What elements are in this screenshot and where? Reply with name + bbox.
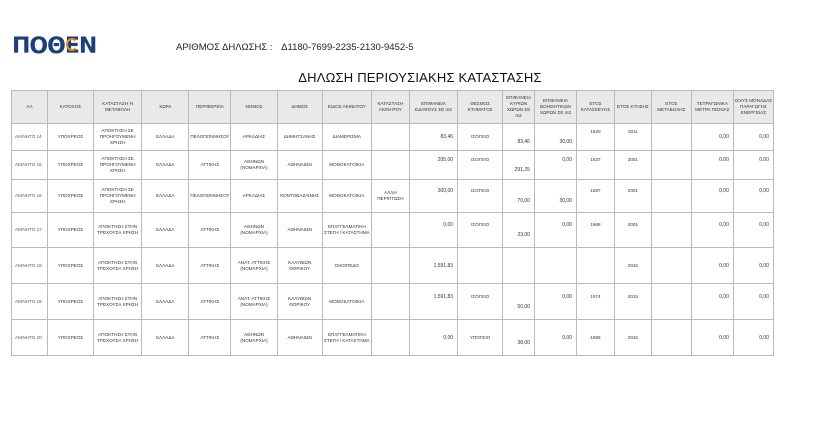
cell-main-area	[503, 124, 535, 151]
cell-change-year	[651, 284, 691, 320]
cell-floor: ΥΠΟΓΕΙΟ	[458, 320, 503, 356]
cell-property-status	[371, 284, 409, 320]
cell-municipality: ΚΑΛΥΒΙΩΝ ΘΟΡΙΚΟΥ	[277, 248, 322, 284]
cell-land-area	[409, 284, 457, 320]
cell-change-year	[651, 124, 691, 151]
cell-aux-area	[534, 151, 576, 180]
cell-aux-area	[534, 180, 576, 213]
cell-pool-area: 0,00	[691, 248, 733, 284]
cell-pool-area: 0,00	[691, 124, 733, 151]
declaration-number	[176, 42, 414, 53]
cell-id: ΑΚΙΝΗΤΟ 15	[12, 151, 48, 180]
column-header: ΝΟΜΟΣ	[231, 91, 277, 124]
cell-status-change: ΑΠΟΚΤΗΣΗ ΣΕ ΠΡΟΗΓΟΥΜΕΝΗ ΧΡΗΣΗ	[94, 124, 142, 151]
cell-pool-area	[691, 213, 733, 248]
column-header: ΚΑΤΑΣΤΑΣΗ Ή ΜΕΤΑΒΟΛΗ	[94, 91, 142, 124]
declaration-number-label: ΑΡΙΘΜΟΣ ΔΗΛΩΣΗΣ :	[176, 42, 273, 53]
cell-id: ΑΚΙΝΗΤΟ 14	[12, 124, 48, 151]
cell-floor	[458, 180, 503, 213]
cell-region: ΠΕΛΟΠΟΝΝΗΣΟΥ	[189, 124, 231, 151]
cell-region: ΑΤΤΙΚΗΣ	[189, 151, 231, 180]
cell-land-area-value: 1.591,83	[433, 293, 454, 300]
cell-aux-area-value: 0,00	[562, 293, 572, 300]
cell-change-year	[651, 180, 691, 213]
cell-land-area-value: 0,00	[443, 222, 454, 228]
cell-pool-area	[691, 180, 733, 213]
cell-id: ΑΚΙΝΗΤΟ 20	[12, 320, 48, 356]
cell-municipality: ΚΟΝΤΟΒΑΖΑΙΝΗΣ	[277, 180, 322, 213]
cell-status-change: ΑΠΟΚΤΗΣΗ ΣΕ ΠΡΟΗΓΟΥΜΕΝΗ ΧΡΗΣΗ	[94, 180, 142, 213]
cell-municipality: ΑΘΗΝΑΙΩΝ	[277, 320, 322, 356]
cell-id: ΑΚΙΝΗΤΟ 18	[12, 248, 48, 284]
cell-acquisition-year	[614, 151, 651, 180]
cell-pool-area-value: 0,00	[719, 293, 729, 300]
cell-land-area	[409, 151, 457, 180]
cell-energy-power-value: 0,00	[759, 293, 769, 300]
cell-property-type: ΜΟΝΟΚΑΤΟΙΚΙΑ	[322, 284, 371, 320]
cell-region: ΑΤΤΙΚΗΣ	[189, 284, 231, 320]
column-header: ΠΕΡΙΦΕΡΕΙΑ	[189, 91, 231, 124]
cell-change-year	[651, 248, 691, 284]
cell-owner: ΥΠΟΧΡΕΟΣ	[47, 151, 93, 180]
cell-owner: ΥΠΟΧΡΕΟΣ	[47, 248, 93, 284]
cell-acquisition-year-value: 2001	[627, 157, 638, 162]
cell-prefecture: ΑΝΑΤ. ΑΤΤΙΚΗΣ (ΝΟΜΑΡΧΙΑ)	[231, 284, 277, 320]
assets-table	[11, 90, 774, 356]
column-header: ΕΤΟΣ ΚΑΤΑΣΚΕΥΗΣ	[577, 91, 615, 124]
cell-aux-area-value: 30,00	[559, 198, 572, 204]
cell-energy-power-value: 0,00	[759, 157, 769, 163]
cell-property-type: ΕΠΑΓΓΕΛΜΑΤΙΚΗ ΣΤΕΓΗ / ΚΑΤΑΣΤΗΜΑ	[322, 320, 371, 356]
column-header: ΙΣΧΥΣ ΜΟΝΑΔΑΣ ΠΑΡΑΓΩΓΗΣ ΕΝΕΡΓΕΙΑΣ	[733, 91, 773, 124]
cell-construction-year-value: 1937	[590, 157, 601, 162]
cell-property-status: ΑΛΛΗ ΠΕΡΙΠΤΩΣΗ	[371, 180, 409, 213]
column-header: ΕΙΔΟΣ ΑΚΙΝΗΤΟΥ	[322, 91, 371, 124]
cell-floor	[458, 151, 503, 180]
cell-prefecture: ΑΘΗΝΩΝ (ΝΟΜΑΡΧΙΑ)	[231, 213, 277, 248]
cell-pool-area-value: 0,00	[719, 188, 729, 194]
cell-change-year	[651, 320, 691, 356]
cell-acquisition-year: 2015	[614, 320, 651, 356]
cell-construction-year-value: 1897	[590, 188, 601, 193]
cell-main-area	[503, 320, 535, 356]
column-header: ΑΑ	[12, 91, 48, 124]
cell-municipality: ΑΘΗΝΑΙΩΝ	[277, 213, 322, 248]
cell-property-type: ΜΟΝΟΚΑΤΟΙΚΙΑ	[322, 151, 371, 180]
table-row	[12, 248, 774, 284]
cell-aux-area	[534, 213, 576, 248]
cell-pool-area: 0,00	[691, 320, 733, 356]
cell-status-change: ΑΠΟΚΤΗΣΗ ΣΤΗΝ ΤΡΕΧΟΥΣΑ ΧΡΗΣΗ	[94, 248, 142, 284]
cell-aux-area-value: 0,00	[562, 157, 572, 163]
column-header: ΤΕΤΡΑΓΩΝΙΚΑ ΜΕΤΡΑ ΠΙΣΙΝΑΣ	[691, 91, 733, 124]
cell-construction-year	[577, 284, 615, 320]
cell-country: ΕΛΛΑΔΑ	[142, 151, 189, 180]
table-row	[12, 124, 774, 151]
cell-construction-year	[577, 248, 615, 284]
cell-construction-year: 1968	[577, 320, 615, 356]
cell-main-area-value: 23,00	[517, 232, 530, 238]
cell-construction-year	[577, 124, 615, 151]
cell-main-area-value: 83,46	[517, 139, 530, 145]
cell-property-status	[371, 248, 409, 284]
cell-property-type: ΔΙΑΜΕΡΙΣΜΑ	[322, 124, 371, 151]
cell-acquisition-year-value: 2015	[627, 293, 638, 299]
cell-prefecture: ΑΡΚΑΔΙΑΣ	[231, 124, 277, 151]
cell-land-area: 0,00	[409, 320, 457, 356]
cell-aux-area	[534, 284, 576, 320]
cell-energy-power	[733, 284, 773, 320]
cell-acquisition-year	[614, 180, 651, 213]
cell-pool-area-value: 0,00	[719, 222, 729, 228]
cell-prefecture: ΑΘΗΝΩΝ (ΝΟΜΑΡΧΙΑ)	[231, 151, 277, 180]
cell-owner: ΥΠΟΧΡΕΟΣ	[47, 213, 93, 248]
cell-land-area	[409, 180, 457, 213]
cell-region: ΑΤΤΙΚΗΣ	[189, 320, 231, 356]
cell-country: ΕΛΛΑΔΑ	[142, 180, 189, 213]
cell-id: ΑΚΙΝΗΤΟ 19	[12, 284, 48, 320]
column-header: ΕΤΟΣ ΚΤΗΣΗΣ	[614, 91, 651, 124]
cell-land-area	[409, 213, 457, 248]
cell-aux-area: 0,00	[534, 320, 576, 356]
cell-status-change: ΑΠΟΚΤΗΣΗ ΣΤΗΝ ΤΡΕΧΟΥΣΑ ΧΡΗΣΗ	[94, 284, 142, 320]
column-header: ΔΗΜΟΣ	[277, 91, 322, 124]
cell-energy-power	[733, 151, 773, 180]
cell-energy-power	[733, 180, 773, 213]
cell-property-type: ΟΙΚΟΠΕΔΟ	[322, 248, 371, 284]
cell-energy-power	[733, 213, 773, 248]
cell-main-area-value: 38,00	[517, 339, 530, 346]
cell-pool-area	[691, 151, 733, 180]
cell-main-area-value: 50,00	[517, 303, 530, 310]
cell-country: ΕΛΛΑΔΑ	[142, 320, 189, 356]
cell-country: ΕΛΛΑΔΑ	[142, 284, 189, 320]
cell-municipality: ΑΘΗΝΑΙΩΝ	[277, 151, 322, 180]
column-header: ΚΑΤΟΧΟΣ	[47, 91, 93, 124]
document-title-text: ΔΗΛΩΣΗ ΠΕΡΙΟΥΣΙΑΚΗΣ ΚΑΤΑΣΤΑΣΗΣ	[298, 70, 542, 85]
cell-main-area	[503, 180, 535, 213]
cell-property-status	[371, 151, 409, 180]
logo-text-end: Ν	[78, 34, 97, 59]
declaration-number-value: Δ1180-7699-2235-2130-9452-5	[281, 42, 414, 53]
cell-aux-area	[534, 124, 576, 151]
column-header: ΕΠΙΦΑΝΕΙΑ ΒΟΗΘΗΤΙΚΩΝ ΧΩΡΩΝ ΣΕ m2	[534, 91, 576, 124]
cell-change-year	[651, 213, 691, 248]
table-row	[12, 180, 774, 213]
cell-property-status	[371, 213, 409, 248]
table-row	[12, 213, 774, 248]
column-header: ΕΠΙΦΑΝΕΙΑ ΕΔΑΦΟΥΣ ΣΕ m2	[409, 91, 457, 124]
cell-property-type: ΜΟΝΟΚΑΤΟΙΚΙΑ	[322, 180, 371, 213]
table-row	[12, 320, 774, 356]
cell-change-year	[651, 151, 691, 180]
cell-acquisition-year	[614, 124, 651, 151]
cell-owner: ΥΠΟΧΡΕΟΣ	[47, 180, 93, 213]
cell-floor-value: ΙΣΟΓΕΙΟ	[471, 222, 490, 227]
column-header: ΕΤΟΣ ΜΕΤΑΒΟΛΗΣ	[651, 91, 691, 124]
poten-logo	[12, 34, 96, 59]
cell-main-area	[503, 213, 535, 248]
cell-country: ΕΛΛΑΔΑ	[142, 213, 189, 248]
cell-region: ΑΤΤΙΚΗΣ	[189, 248, 231, 284]
cell-municipality: ΚΑΛΥΒΙΩΝ ΘΟΡΙΚΟΥ	[277, 284, 322, 320]
cell-floor-value: ΙΣΟΓΕΙΟ	[471, 157, 490, 162]
cell-pool-area	[691, 284, 733, 320]
cell-main-area	[503, 151, 535, 180]
cell-pool-area-value: 0,00	[719, 157, 729, 163]
cell-property-status	[371, 320, 409, 356]
table-row	[12, 284, 774, 320]
cell-construction-year	[577, 151, 615, 180]
cell-owner: ΥΠΟΧΡΕΟΣ	[47, 320, 93, 356]
column-header: ΧΩΡΑ	[142, 91, 189, 124]
cell-floor: ΙΣΟΓΕΙΟ	[458, 124, 503, 151]
logo-ring-letter: Ε	[64, 34, 79, 59]
cell-construction-year-value: 1968	[590, 222, 601, 227]
cell-acquisition-year-value: 2011	[627, 129, 638, 134]
document-title	[0, 70, 828, 85]
cell-prefecture: ΑΝΑΤ. ΑΤΤΙΚΗΣ (ΝΟΜΑΡΧΙΑ)	[231, 248, 277, 284]
cell-floor	[458, 248, 503, 284]
cell-municipality: ΔΗΜΗΤΣΑΝΗΣ	[277, 124, 322, 151]
cell-main-area	[503, 248, 535, 284]
cell-owner: ΥΠΟΧΡΕΟΣ	[47, 284, 93, 320]
cell-construction-year	[577, 213, 615, 248]
cell-acquisition-year-value: 2001	[627, 188, 638, 193]
cell-aux-area-value: 30,00	[559, 139, 572, 145]
cell-region: ΑΤΤΙΚΗΣ	[189, 213, 231, 248]
cell-country: ΕΛΛΑΔΑ	[142, 124, 189, 151]
cell-floor	[458, 213, 503, 248]
cell-aux-area	[534, 248, 576, 284]
logo-text-start: ΠΟΘ	[12, 34, 65, 59]
cell-id: ΑΚΙΝΗΤΟ 17	[12, 213, 48, 248]
cell-acquisition-year	[614, 213, 651, 248]
cell-energy-power: 0,00	[733, 320, 773, 356]
table-row	[12, 151, 774, 180]
cell-land-area: 1.591,83	[409, 248, 457, 284]
column-header: ΘΕΣΜΟΣ ΚΤΗΜΑΤΟΣ	[458, 91, 503, 124]
cell-energy-power: 0,00	[733, 124, 773, 151]
cell-prefecture: ΑΡΚΑΔΙΑΣ	[231, 180, 277, 213]
cell-status-change: ΑΠΟΚΤΗΣΗ ΣΕ ΠΡΟΗΓΟΥΜΕΝΗ ΧΡΗΣΗ	[94, 151, 142, 180]
cell-land-area: 83,46	[409, 124, 457, 151]
cell-construction-year-value: 1974	[590, 293, 601, 299]
cell-status-change: ΑΠΟΚΤΗΣΗ ΣΤΗΝ ΤΡΕΧΟΥΣΑ ΧΡΗΣΗ	[94, 320, 142, 356]
table-header-row	[12, 91, 774, 124]
cell-id: ΑΚΙΝΗΤΟ 16	[12, 180, 48, 213]
cell-floor	[458, 284, 503, 320]
cell-property-type: ΕΠΑΓΓΕΛΜΑΤΙΚΗ ΣΤΕΓΗ / ΚΑΤΑΣΤΗΜΑ	[322, 213, 371, 248]
cell-main-area	[503, 284, 535, 320]
cell-energy-power-value: 0,00	[759, 222, 769, 228]
cell-owner: ΥΠΟΧΡΕΟΣ	[47, 124, 93, 151]
cell-main-area-value: 291,25	[514, 167, 530, 173]
column-header: ΕΠΙΦΑΝΕΙΑ ΚΥΡΙΩΝ ΧΩΡΩΝ ΣΕ m2	[503, 91, 535, 124]
cell-floor-value: ΙΣΟΓΕΙΟ	[471, 293, 490, 299]
cell-prefecture: ΑΘΗΝΩΝ (ΝΟΜΑΡΧΙΑ)	[231, 320, 277, 356]
cell-country: ΕΛΛΑΔΑ	[142, 248, 189, 284]
cell-floor-value: ΙΣΟΓΕΙΟ	[471, 188, 490, 193]
cell-construction-year	[577, 180, 615, 213]
cell-energy-power-value: 0,00	[759, 188, 769, 194]
column-header: ΚΑΤΑΣΤΑΣΗ ΑΚΙΝΗΤΟΥ	[371, 91, 409, 124]
cell-region: ΠΕΛΟΠΟΝΝΗΣΟΥ	[189, 180, 231, 213]
cell-main-area-value: 70,00	[517, 198, 530, 204]
cell-property-status	[371, 124, 409, 151]
cell-construction-year-value: 1920	[590, 129, 601, 134]
cell-land-area-value: 205,00	[437, 157, 454, 163]
cell-land-area-value: 300,00	[437, 188, 454, 194]
cell-aux-area-value: 0,00	[562, 222, 572, 228]
cell-status-change: ΑΠΟΚΤΗΣΗ ΣΤΗΝ ΤΡΕΧΟΥΣΑ ΧΡΗΣΗ	[94, 213, 142, 248]
cell-acquisition-year	[614, 284, 651, 320]
cell-energy-power: 0,00	[733, 248, 773, 284]
cell-acquisition-year: 2015	[614, 248, 651, 284]
cell-acquisition-year-value: 2001	[627, 222, 638, 227]
